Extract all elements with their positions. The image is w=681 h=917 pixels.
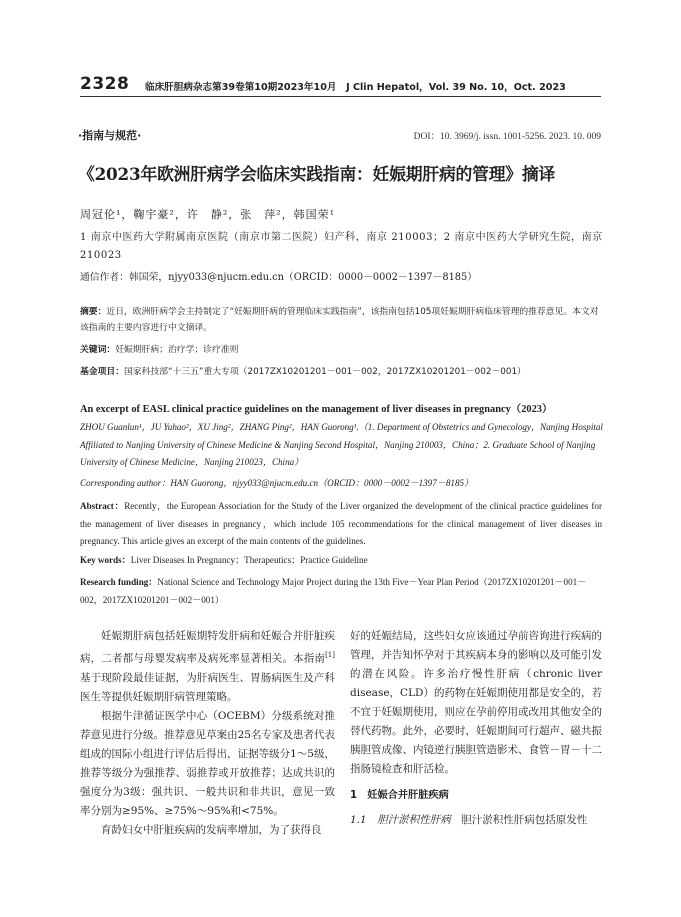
cn-funding: [80, 364, 526, 377]
journal-header: 临床肝胆病杂志第39卷第10期2023年10月 J Clin Hepatol，Vol. 39 No. 10，Oct. 2023: [145, 82, 566, 93]
body-column-left: [80, 627, 335, 840]
doi: DOI：10. 3969/j. issn. 1001-5256. 2023. 10. 009: [413, 132, 601, 142]
cn-funding-label: 基金项目：: [80, 367, 124, 377]
page-number: 2328: [80, 74, 130, 94]
cn-funding-text: 国家科技部“十三五”重大专项（2017ZX10201201－001－002，2017ZX10201201－002－001）: [124, 367, 526, 377]
en-corresponding-author: Corresponding author：HAN Guorong，njyy033@njucm.edu.cn（ORCID：0000－0002－1397－8185）: [80, 478, 474, 488]
en-abstract: [80, 498, 602, 551]
paragraph-text: 胆汁淤积性肝病包括原发性: [461, 814, 588, 826]
section-tag: ·指南与规范·: [78, 129, 142, 142]
body-paragraph: [80, 627, 335, 707]
cn-keywords-text: 妊娠期肝病；治疗学；诊疗准则: [115, 345, 239, 355]
body-paragraph: 好的妊娠结局，这些妇女应该通过孕前咨询进行疾病的管理，并告知怀孕对于其疾病本身的影响以及可能引发的潜在风险。许多治疗慢性肝病（chronic liver disease，CLD）的药物在妊娠期使用都是安全的，若不宜于妊娠期使用，则应在孕前停用或改用其他安全的替代药物。此外，必要时，妊娠期间可行超声、磁共振胰胆管成像、内镜逆行胰胆管造影术、食管－胃－十二指肠镜检查和肝活检。: [350, 630, 602, 775]
header-rule: [80, 96, 601, 97]
cn-abstract: [80, 304, 602, 336]
en-keywords: [80, 553, 368, 566]
cn-corresponding-author: 通信作者：韩国荣，njyy033@njucm.edu.cn（ORCID：0000－0002－1397－8185）: [80, 272, 478, 283]
paragraph-text: 妊娠期肝病包括妊娠期特发肝病和妊娠合并肝脏疾病，二者都与母婴发病率及病死率显著相关。本指南: [80, 630, 335, 665]
subsection-heading: 1.1 胆汁淤积性肝病: [350, 814, 451, 826]
cn-keywords-label: 关键词：: [80, 345, 116, 355]
section-heading: 1 妊娠合并肝脏疾病: [350, 790, 449, 801]
cn-abstract-label: 摘要：: [80, 307, 107, 317]
paragraph-text: 基于现阶段最佳证据，为肝病医生、胃肠病医生及产科医生等提供妊娠期肝病管理策略。: [80, 671, 335, 703]
en-abstract-label: Abstract：: [80, 501, 125, 511]
en-funding-label: Research funding：: [80, 577, 158, 587]
citation-ref[interactable]: [1]: [325, 651, 335, 659]
cn-abstract-text: 近日，欧洲肝病学会主持制定了“妊娠期肝病的管理临床实践指南”，该指南包括105项妊娠期肝病临床管理的推荐意见。本文对该指南的主要内容进行中文摘译。: [80, 307, 599, 333]
subsection-paragraph: [350, 811, 602, 830]
en-authors: ZHOU Guanlun¹，JU Yuhao²，XU Jing²，ZHANG Ping²，HAN Guorong¹.（1. Department of Obstetrics and Gynecology，Nanjing Hospital Affiliated to Nanjing University of Chinese Medicine & Nanjing Second Hospital，Nanjing 210003，China；2. Graduate School of Nanjing University of Chinese Medicine，Nanjing 210023，China）: [80, 422, 603, 467]
body-column-right: [350, 627, 602, 830]
body-paragraph: 根据牛津循证医学中心（OCEBM）分级系统对推荐意见进行分级。推荐意见草案由25名专家及患者代表组成的国际小组进行评估后得出，证据等级分1～5级，推荐等级分为强推荐、弱推荐或开放推荐；达成共识的强度分为3级：强共识、一般共识和非共识，意见一致率分别为≥95%、≥75%～95%和<75%。: [80, 709, 335, 817]
en-keywords-label: Key words：: [80, 555, 131, 565]
body-paragraph: 育龄妇女中肝脏疾病的发病率增加，为了获得良: [101, 823, 322, 836]
en-title: An excerpt of EASL clinical practice guidelines on the management of liver diseases in pregnancy（2023）: [80, 404, 553, 415]
cn-affiliation: 1 南京中医药大学附属南京医院（南京市第二医院）妇产科，南京 210003；2 南京中医药大学研究生院，南京 210023: [80, 232, 603, 261]
en-funding: [80, 574, 604, 609]
en-funding-text: National Science and Technology Major Project during the 13th Five－Year Plan Period（2017ZX10201201－001－002，2017ZX10201201－002－001）: [80, 577, 587, 605]
cn-authors: 周冠伦¹，鞠宇豪²，许 静²，张 萍²，韩国荣¹: [80, 208, 336, 221]
en-abstract-text: Recently，the European Association for the Study of the Liver organized the development of the clinical practice guidelines for the management of liver diseases in pregnancy，which include 105 recommendations for the clinical management of liver diseases in pregnancy. This article gives an excerpt of the main contents of the guidelines.: [80, 501, 602, 546]
en-keywords-text: Liver Diseases In Pregnancy；Therapeutics；Practice Guideline: [130, 555, 368, 565]
article-title: 《2023年欧洲肝病学会临床实践指南：妊娠期肝病的管理》摘译: [78, 164, 556, 184]
cn-keywords: [80, 342, 238, 355]
